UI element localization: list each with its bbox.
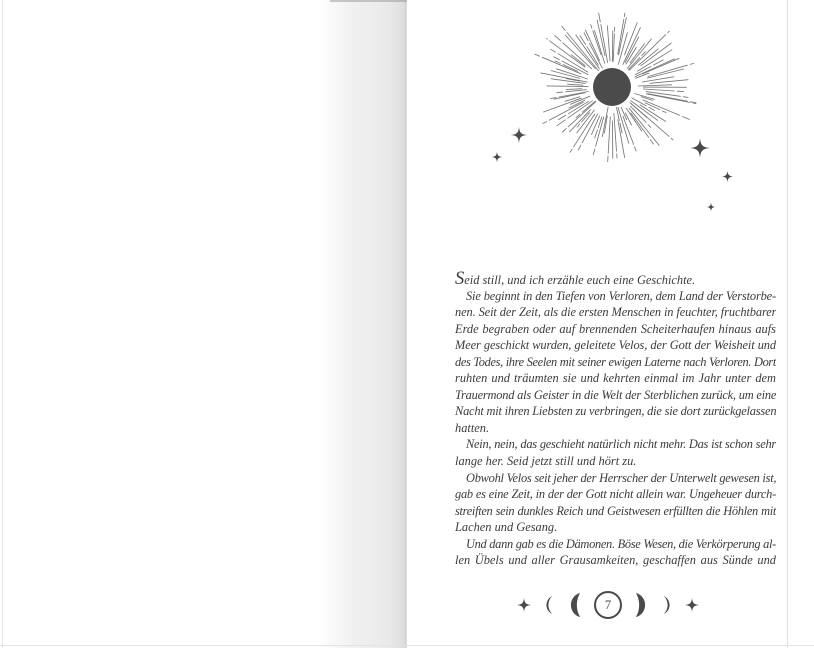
- four-point-sparkle-icon: [510, 126, 528, 144]
- text-line: Und dann gab es die Dämonen. Böse Wesen, die Verkörperung al-: [466, 536, 776, 551]
- book-spine-shadow: [318, 0, 407, 648]
- page-edge-bottom: [0, 645, 814, 646]
- text-line: hatten.: [455, 420, 490, 435]
- text-line: des Todes, ihre Seelen mit seiner ewigen Laterne nach Verloren. Dort: [455, 354, 776, 369]
- moon-phases-ornament: [516, 590, 700, 620]
- text-line: gab es eine Zeit, in der der Gott nicht allein war. Ungeheuer durch-: [455, 487, 776, 502]
- sparkle-star-icon: [684, 597, 700, 613]
- sun-starburst-icon: [524, 8, 700, 166]
- text-line: Nacht mit ihren Liebsten zu verbringen, die sie dort zurückgelassen: [455, 404, 776, 419]
- four-point-sparkle-icon: [491, 151, 503, 163]
- text-line: lange her. Seid jetzt still und hört zu.: [455, 454, 637, 469]
- text-line: Seid still, und ich erzähle euch eine Geschichte.: [455, 271, 696, 288]
- thin-crescent-moon-icon: [544, 595, 555, 615]
- text-line: Sie beginnt in den Tiefen von Verloren, dem Land der Verstorbe-: [466, 288, 776, 303]
- text-line: streiften sein dunkles Reich und Geistwesen erfüllten die Höhlen mit: [455, 503, 776, 518]
- page-edge-right: [787, 0, 788, 648]
- text-line: Trauermond als Geister in die Welt der Sterblichen zurück, um eine: [455, 387, 776, 402]
- book-spine-top-edge: [330, 0, 407, 2]
- text-line: Meer geschickt wurden, geleitete Velos, der Gott der Weisheit und: [455, 338, 776, 353]
- page-edge-left: [2, 0, 3, 648]
- lead-letter: S: [455, 271, 465, 288]
- text-line: ruhten und träumten sie und kehrten einmal im Jahr unter dem: [455, 371, 776, 386]
- page-number: 7: [604, 597, 612, 612]
- four-point-sparkle-icon: [689, 137, 711, 159]
- text-line: Lachen und Gesang.: [455, 520, 558, 535]
- text-line: Nein, nein, das geschieht natürlich nicht mehr. Das ist schon sehr: [466, 437, 776, 452]
- thick-crescent-moon-icon: [634, 592, 649, 618]
- text-line: Obwohl Velos seit jeher der Herrscher der Unterwelt gewesen ist,: [466, 470, 776, 485]
- text-line: Erde begraben oder auf brennenden Scheiterhaufen hinaus aufs: [455, 321, 776, 336]
- thin-crescent-moon-icon: [661, 595, 672, 615]
- thick-crescent-moon-icon: [567, 592, 582, 618]
- story-text: [455, 271, 776, 569]
- sparkle-star-icon: [516, 597, 532, 613]
- four-point-sparkle-icon: [721, 170, 734, 183]
- text-line: len Übels und aller Grausamkeiten, geschaffen aus Sünde und: [455, 553, 776, 568]
- four-point-sparkle-icon: [706, 202, 716, 212]
- text-line: nen. Seit der Zeit, als die ersten Menschen in feuchter, fruchtbarer: [455, 305, 776, 320]
- page-number-circle: [594, 591, 622, 619]
